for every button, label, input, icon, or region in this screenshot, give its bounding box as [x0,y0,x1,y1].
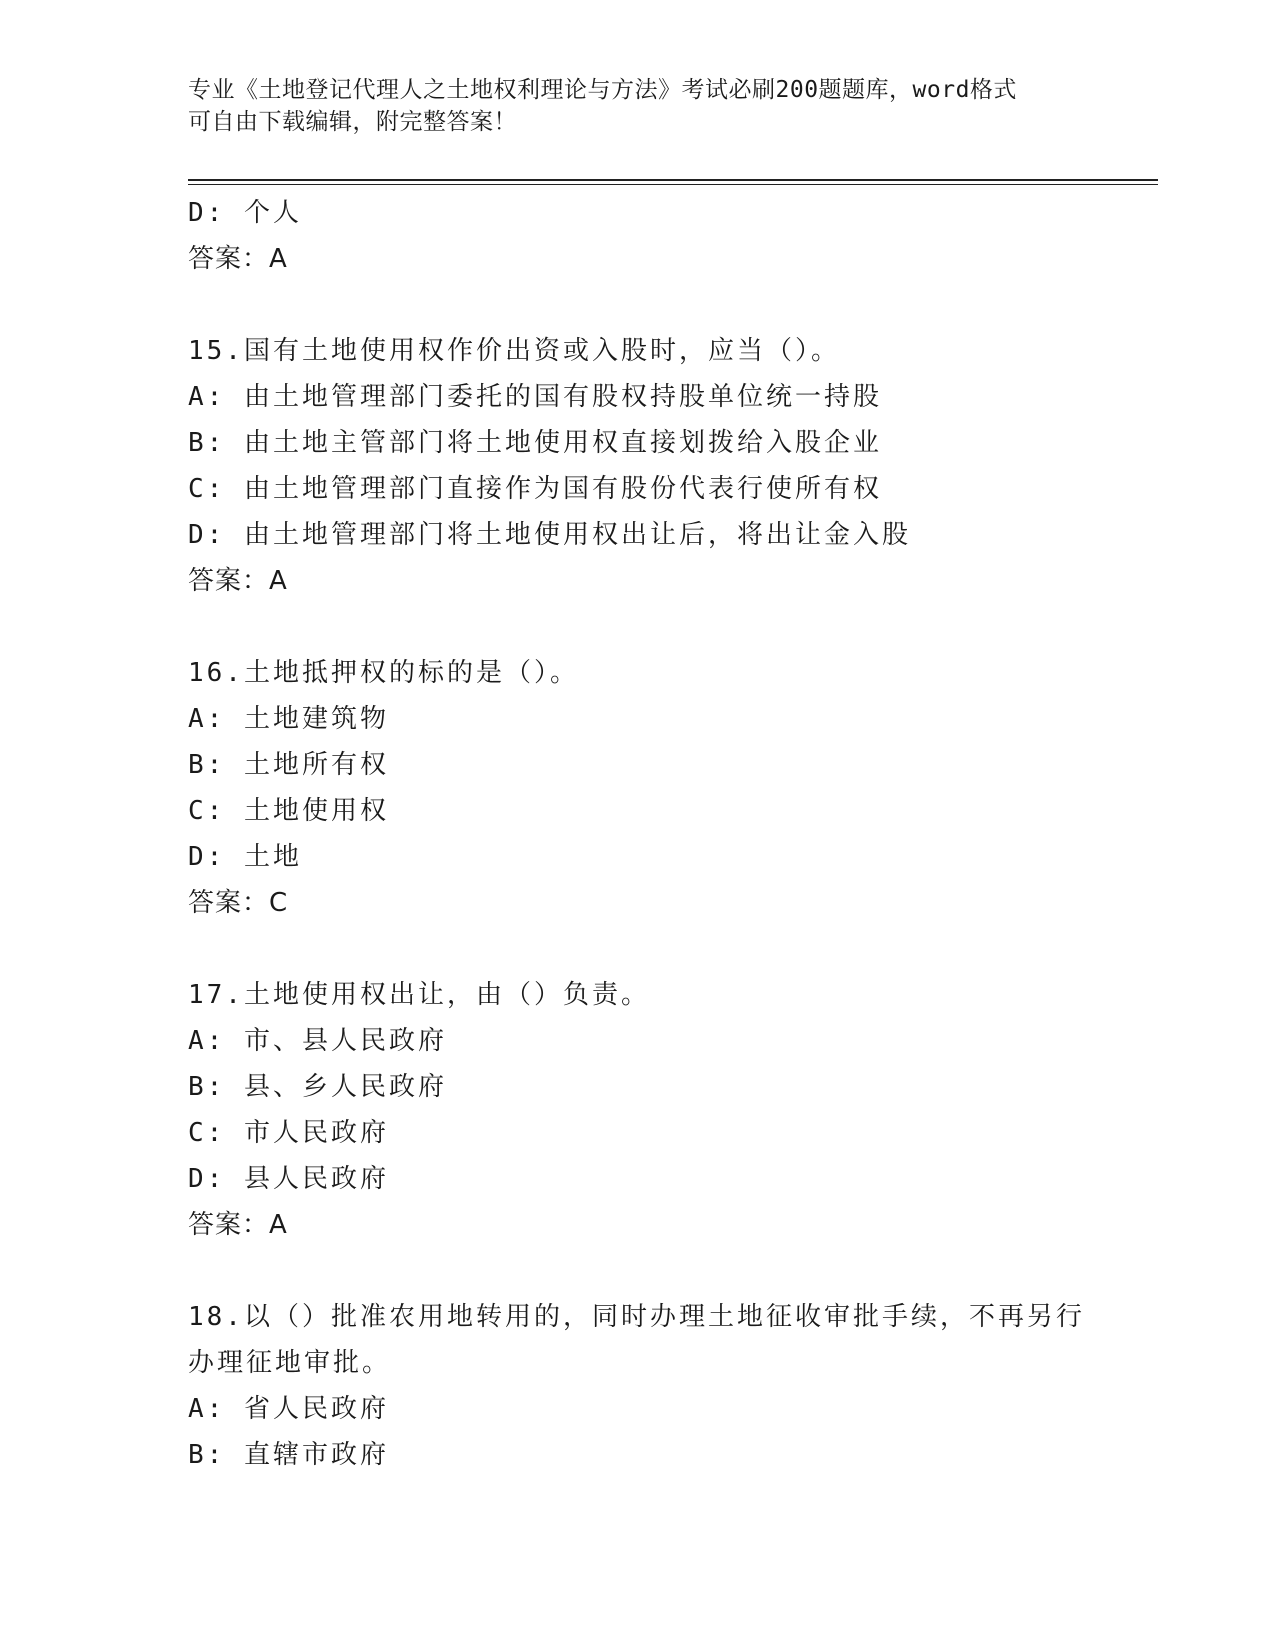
answer-line: 答案：C [188,888,289,918]
spacer [188,926,1088,972]
answer-line: 答案：A [188,244,288,274]
question-block-prev [188,190,1088,282]
option-d: D: 县人民政府 [188,1164,389,1194]
question-block-17 [188,972,1088,1248]
question-stem-line-1: 18.以（）批准农用地转用的，同时办理土地征收审批手续，不再另行 [188,1302,1085,1332]
option-a: A: 土地建筑物 [188,704,389,734]
header-divider-thick [188,179,1158,181]
option-c: C: 由土地管理部门直接作为国有股份代表行使所有权 [188,474,882,504]
spacer [188,282,1088,328]
header-divider-thin [188,184,1158,185]
question-stem: 15.国有土地使用权作价出资或入股时，应当（）。 [188,336,840,366]
question-block-15 [188,328,1088,604]
option-b: B: 县、乡人民政府 [188,1072,447,1102]
option-d: D: 个人 [188,198,302,228]
option-b: B: 土地所有权 [188,750,389,780]
option-a: A: 市、县人民政府 [188,1026,447,1056]
spacer [188,604,1088,650]
option-b: B: 由土地主管部门将土地使用权直接划拨给入股企业 [188,428,882,458]
question-stem-line-2: 办理征地审批。 [188,1348,392,1378]
question-list [188,190,1088,1478]
option-a: A: 由土地管理部门委托的国有股权持股单位统一持股 [188,382,882,412]
question-stem: 16.土地抵押权的标的是（）。 [188,658,579,688]
page-header [188,74,1088,138]
answer-line: 答案：A [188,1210,288,1240]
option-d: D: 土地 [188,842,302,872]
option-b: B: 直辖市政府 [188,1440,389,1470]
question-block-16 [188,650,1088,926]
header-title-line-1: 专业《土地登记代理人之土地权利理论与方法》考试必刷200题题库，word格式 [188,77,1017,103]
question-stem: 17.土地使用权出让，由（）负责。 [188,980,650,1010]
option-c: C: 土地使用权 [188,796,389,826]
header-title-line-2: 可自由下载编辑，附完整答案！ [188,109,517,135]
option-d: D: 由土地管理部门将土地使用权出让后，将出让金入股 [188,520,911,550]
answer-line: 答案：A [188,566,288,596]
option-a: A: 省人民政府 [188,1394,389,1424]
question-block-18 [188,1294,1088,1478]
option-c: C: 市人民政府 [188,1118,389,1148]
spacer [188,1248,1088,1294]
